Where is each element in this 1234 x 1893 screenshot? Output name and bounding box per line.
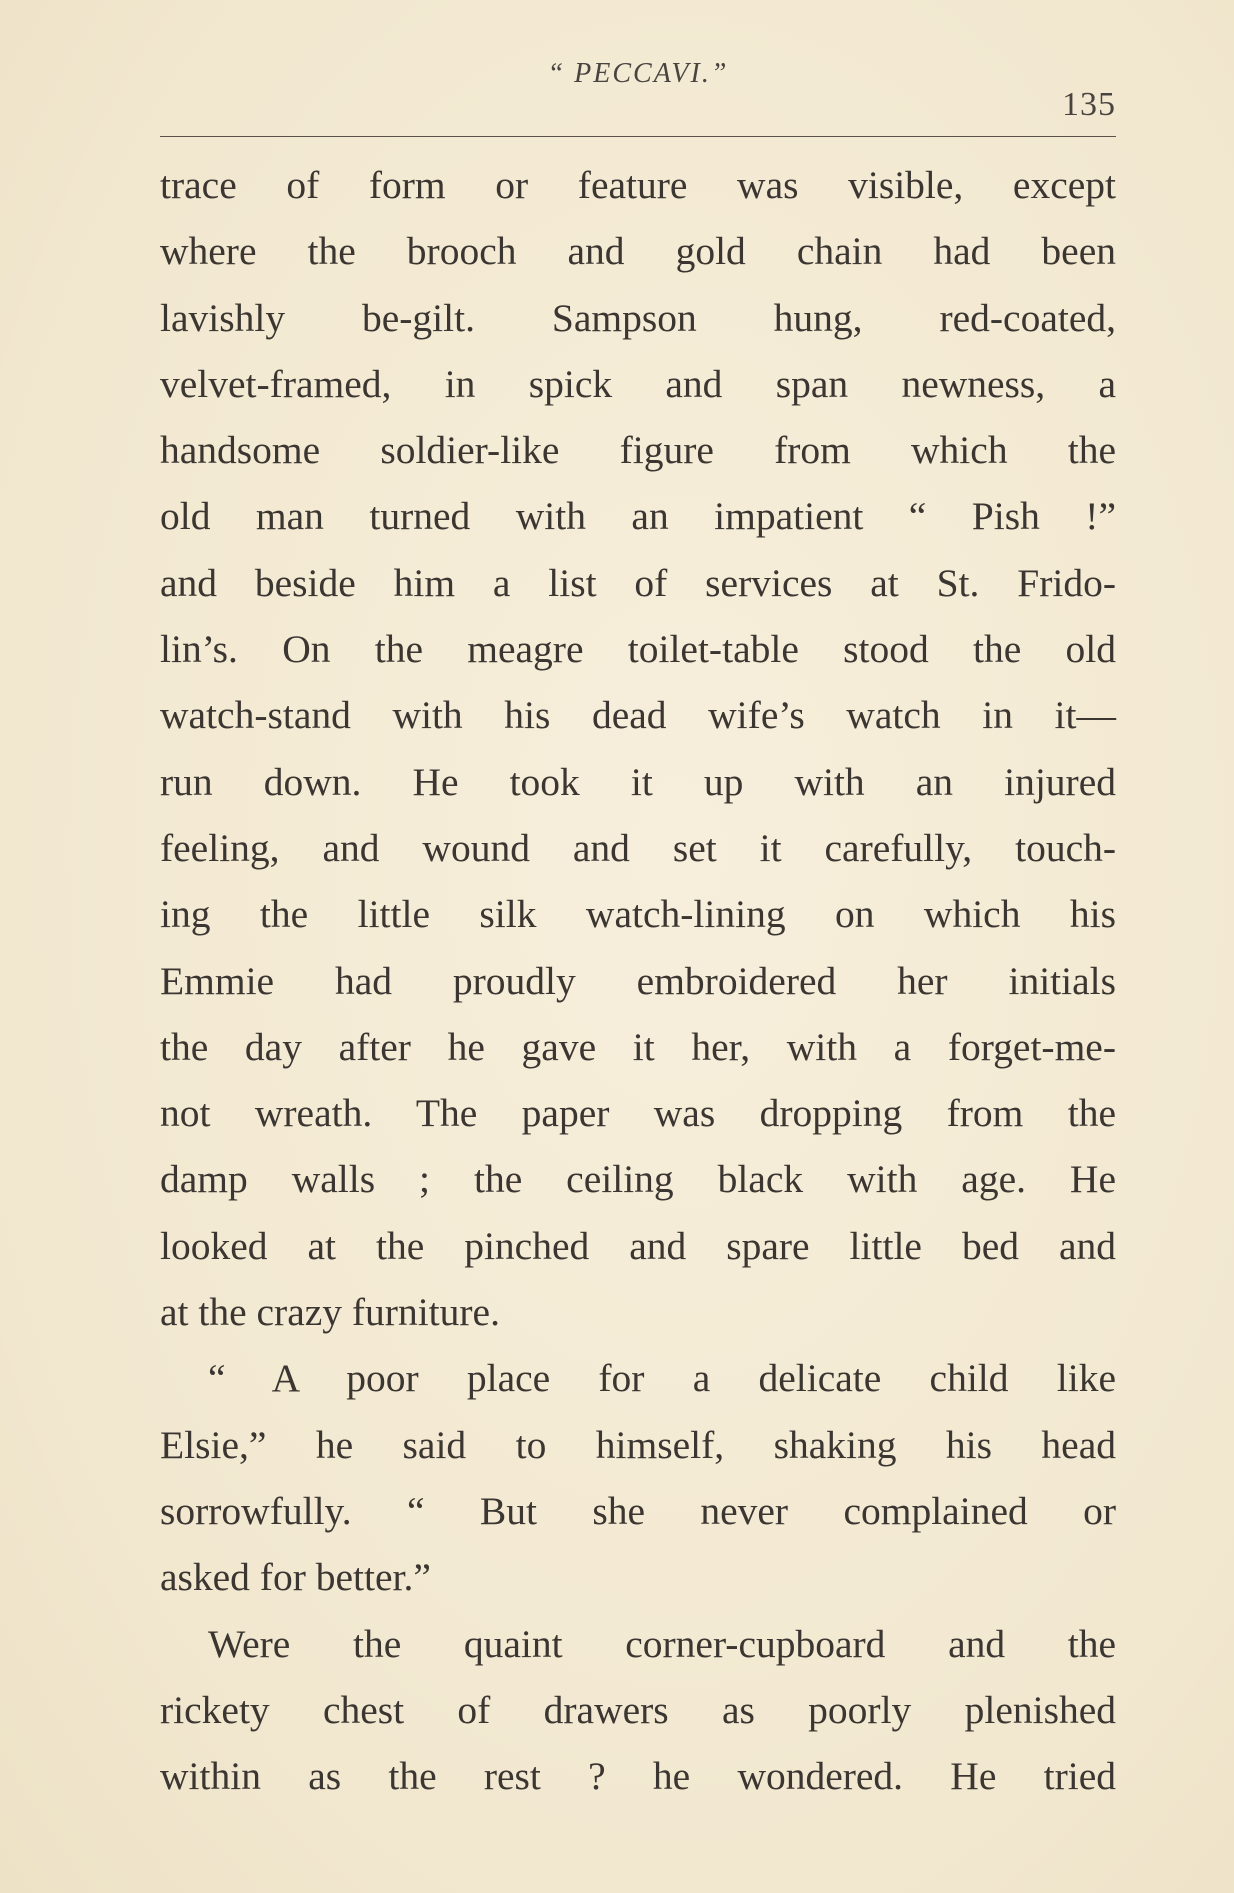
text-line: velvet-framed, in spick and span newness, a	[160, 361, 1116, 406]
text-line: where the brooch and gold chain had been	[160, 229, 1116, 274]
text-line: ing the little silk watch-lining on which his	[160, 892, 1116, 937]
text-line: Elsie,” he said to himself, shaking his head	[160, 1422, 1116, 1467]
header-rule	[160, 136, 1116, 137]
text-line: Were the quaint corner-cupboard and the	[208, 1621, 1116, 1666]
text-line: at the crazy furniture.	[160, 1290, 500, 1335]
text-line: run down. He took it up with an injured	[160, 759, 1116, 804]
text-line: looked at the pinched and spare little bed and	[160, 1223, 1116, 1268]
text-line: asked for better.”	[160, 1555, 431, 1600]
text-line: and beside him a list of services at St. Frido-	[160, 560, 1116, 605]
text-line: rickety chest of drawers as poorly plenished	[160, 1687, 1116, 1732]
text-line: old man turned with an impatient “ Pish !”	[160, 494, 1116, 539]
text-line: “ A poor place for a delicate child like	[208, 1356, 1116, 1401]
text-line: Emmie had proudly embroidered her initials	[160, 958, 1116, 1003]
text-line: damp walls ; the ceiling black with age. He	[160, 1157, 1116, 1202]
text-line: feeling, and wound and set it carefully, touch-	[160, 825, 1116, 870]
text-line: handsome soldier-like figure from which the	[160, 428, 1116, 473]
text-line: trace of form or feature was visible, except	[160, 163, 1116, 207]
text-line: the day after he gave it her, with a forget-me-	[160, 1024, 1116, 1069]
text-line: within as the rest ? he wondered. He tried	[160, 1754, 1116, 1799]
text-line: lin’s. On the meagre toilet-table stood the old	[160, 627, 1116, 672]
text-line: not wreath. The paper was dropping from the	[160, 1091, 1116, 1136]
running-title: “ PECCAVI.”	[547, 58, 729, 89]
text-line: sorrowfully. “ But she never complained or	[160, 1488, 1116, 1533]
running-head	[160, 58, 1116, 123]
body-text	[160, 152, 1116, 1809]
text-line: lavishly be-gilt. Sampson hung, red-coated,	[160, 295, 1116, 340]
page-number: 135	[1062, 86, 1116, 123]
text-line: watch-stand with his dead wife’s watch in it—	[160, 693, 1116, 738]
